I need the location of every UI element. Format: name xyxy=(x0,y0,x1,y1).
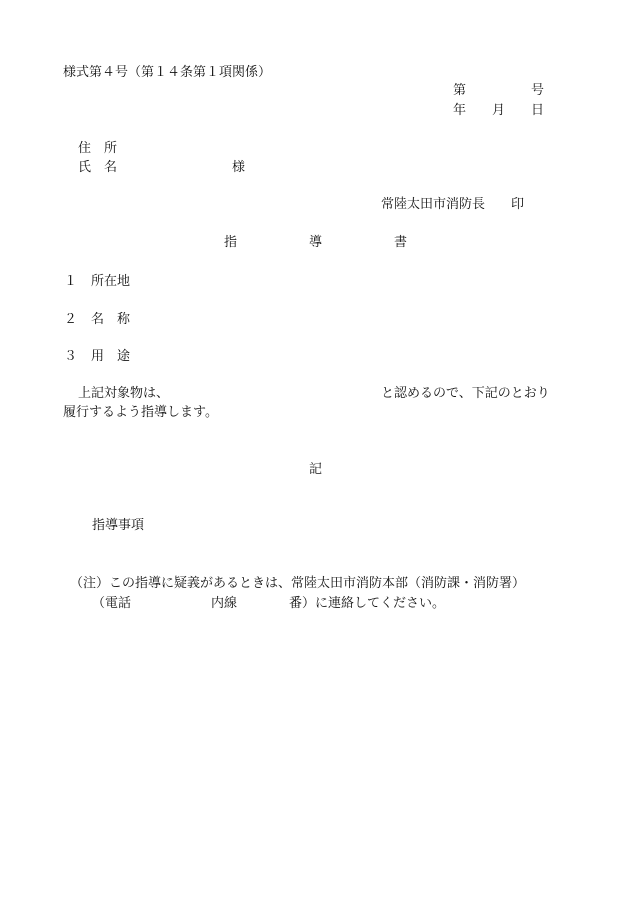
note-extension-label: 内線 xyxy=(211,596,238,611)
note-line1: （注）この指導に疑義があるときは、常陸太田市消防本部（消防課・消防署） xyxy=(70,576,526,591)
item-1-number: １ xyxy=(64,274,78,289)
item-2-label: 名 称 xyxy=(91,312,131,327)
item-3-number: ３ xyxy=(64,349,78,364)
name-label: 氏 名 xyxy=(78,160,118,175)
ki-marker: 記 xyxy=(309,462,323,477)
address-label: 住 所 xyxy=(78,141,118,156)
body-line1-end: と認めるので、下記のとおり xyxy=(381,386,550,401)
honorific: 様 xyxy=(232,160,246,175)
item-1-label: 所在地 xyxy=(91,274,131,289)
form-label: 様式第４号（第１４条第１項関係） xyxy=(63,65,272,80)
item-2-number: ２ xyxy=(64,312,78,327)
title-char-3: 書 xyxy=(394,235,408,250)
note-phone-label: （電話 xyxy=(92,596,132,611)
item-3-label: 用 途 xyxy=(91,349,131,364)
guidance-heading: 指導事項 xyxy=(92,518,145,533)
title-char-2: 導 xyxy=(309,235,323,250)
body-line2: 履行するよう指導します。 xyxy=(63,405,218,420)
issuer-signature-line: 常陸太田市消防長 印 xyxy=(381,197,525,212)
document-number-line: 第 号 xyxy=(453,83,545,98)
note-line2-end: 番）に連絡してください。 xyxy=(289,596,446,611)
body-line1-start: 上記対象物は、 xyxy=(78,386,170,401)
title-char-1: 指 xyxy=(224,235,238,250)
date-line: 年 月 日 xyxy=(453,103,545,118)
